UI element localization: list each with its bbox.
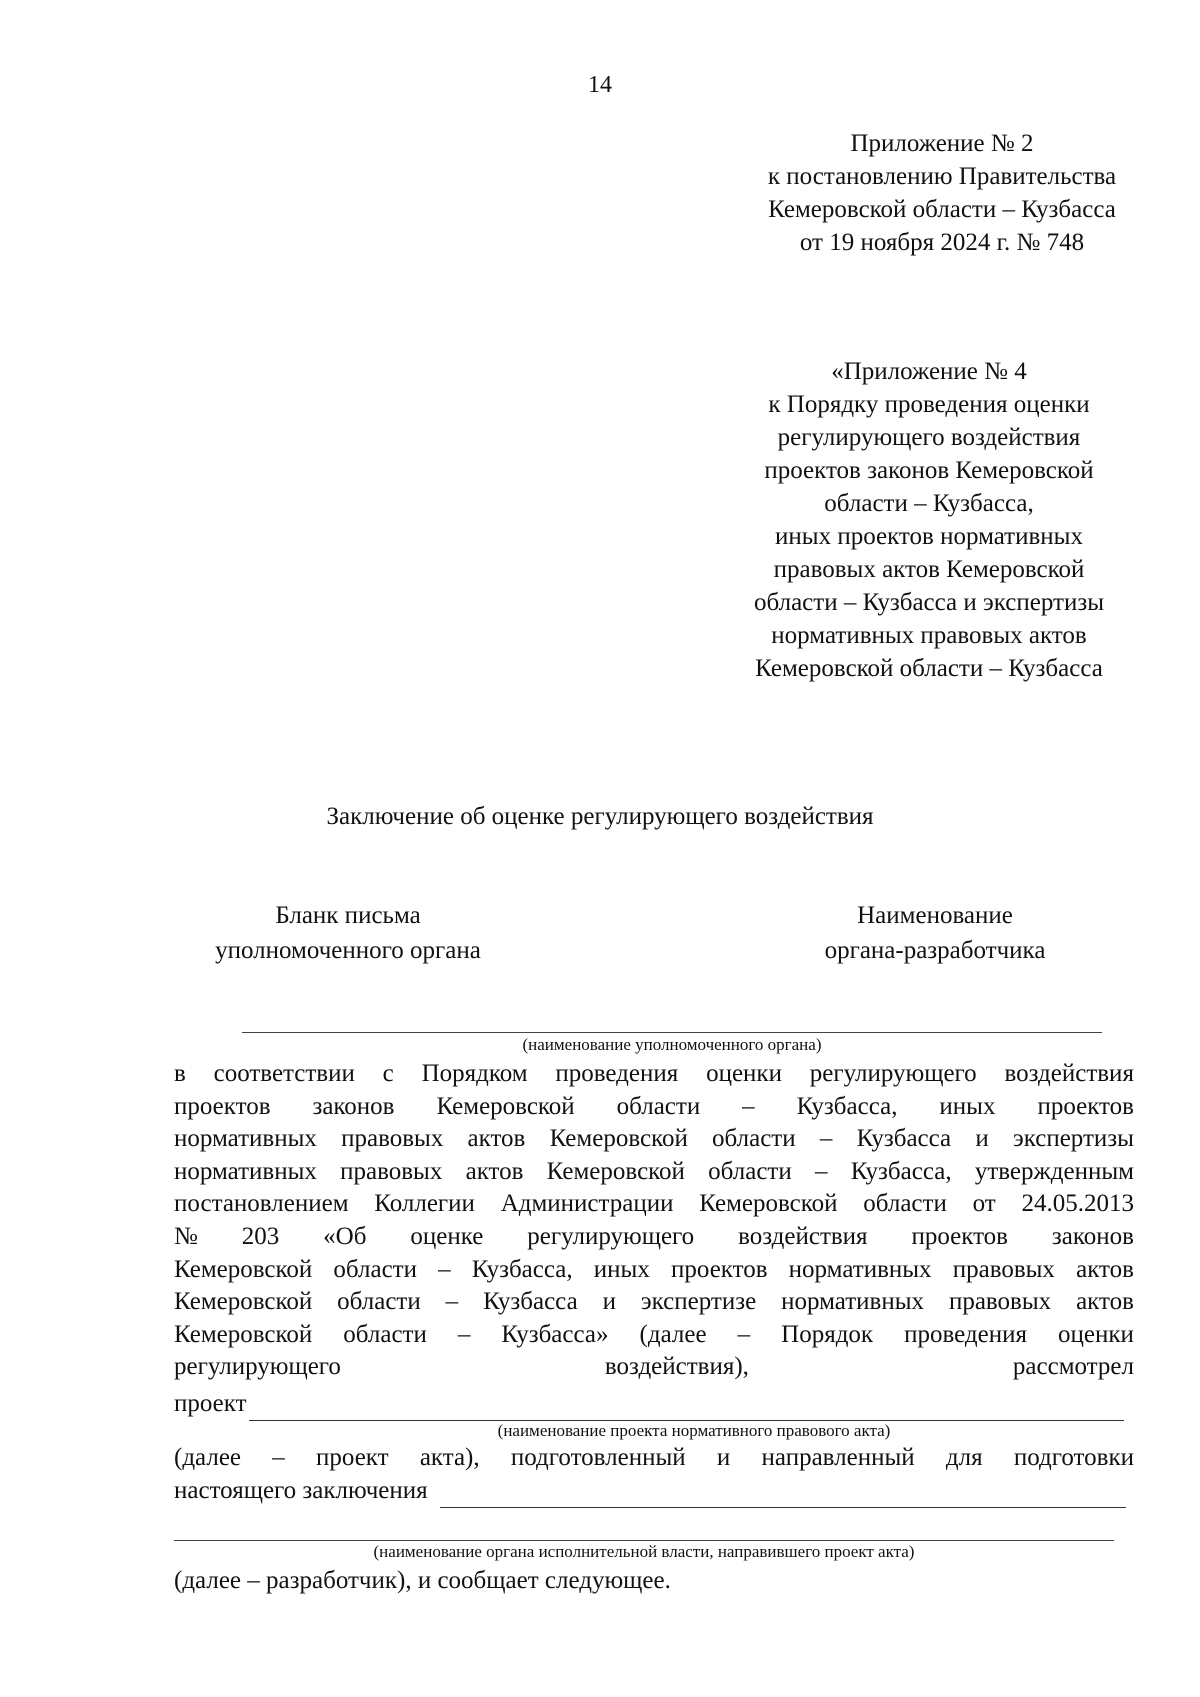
body-paragraph	[174, 1058, 1134, 1384]
caption-authority: (наименование уполномоченного органа)	[522, 1035, 822, 1054]
annex-sub-header	[718, 355, 1140, 685]
letterhead-right-line: органа-разработчика	[824, 937, 1046, 964]
caption-project: (наименование проекта нормативного правового акта)	[497, 1421, 891, 1440]
body-line: Кемеровской области – Кузбасса, иных проектов нормативных правовых актов	[174, 1255, 1134, 1283]
annex-header-line: от 19 ноября 2024 г. № 748	[799, 229, 1085, 256]
body-line: (далее – проект акта), подготовленный и направленный для подготовки	[174, 1444, 1134, 1471]
body-line: постановлением Коллегии Администрации Кемеровской области от 24.05.2013	[174, 1190, 1134, 1218]
project-field-row	[174, 1388, 1124, 1421]
annex-header-line: к постановлению Правительства	[767, 163, 1117, 190]
annex-sub-header-line: регулирующего воздействия	[777, 424, 1081, 451]
annex-sub-header-line: правовых актов Кемеровской	[773, 556, 1085, 583]
body-line: регулирующего воздействия), рассмотрел	[174, 1353, 1134, 1381]
letterhead-right	[770, 898, 1100, 968]
conclusion-label: настоящего заключения	[174, 1477, 428, 1504]
annex-sub-header-line: области – Кузбасса,	[824, 490, 1034, 517]
annex-sub-header-line: «Приложение № 4	[831, 358, 1027, 385]
body-line: в соответствии с Порядком проведения оценки регулирующего воздействия	[174, 1060, 1134, 1087]
annex-sub-header-line: иных проектов нормативных	[775, 523, 1083, 550]
closing-text: (далее – разработчик), и сообщает следующее.	[174, 1567, 671, 1594]
body-line: проектов законов Кемеровской области – Кузбасса, иных проектов	[174, 1092, 1134, 1120]
caption-executive: (наименование органа исполнительной власти, направившего проект акта)	[373, 1542, 915, 1561]
conclusion-field[interactable]	[440, 1483, 1126, 1508]
annex-sub-header-line: области – Кузбасса и экспертизы	[754, 589, 1104, 616]
annex-header	[732, 127, 1152, 259]
letterhead-left	[174, 898, 522, 968]
letterhead-right-line: Наименование	[857, 902, 1013, 929]
document-title: Заключение об оценке регулирующего воздействия	[326, 803, 874, 830]
body-line: нормативных правовых актов Кемеровской области – Кузбасса, утвержденным	[174, 1157, 1134, 1185]
body-line: Кемеровской области – Кузбасса» (далее – Порядок проведения оценки	[174, 1320, 1134, 1348]
executive-name-line	[174, 1540, 1114, 1541]
annex-header-line: Приложение № 2	[850, 130, 1034, 157]
authority-name-line	[242, 1032, 1102, 1033]
project-label: проект	[174, 1390, 247, 1417]
body-line: нормативных правовых актов Кемеровской области – Кузбасса и экспертизы	[174, 1125, 1134, 1153]
letterhead-left-line: уполномоченного органа	[215, 937, 481, 964]
conclusion-field-row	[174, 1475, 1126, 1508]
body-line: № 203 «Об оценке регулирующего воздействия проектов законов	[174, 1222, 1134, 1250]
annex-sub-header-line: к Порядку проведения оценки	[768, 391, 1090, 418]
page-number: 14	[588, 72, 612, 98]
project-name-field[interactable]	[249, 1396, 1124, 1421]
closing-line	[174, 1565, 1134, 1598]
annex-sub-header-line: Кемеровской области – Кузбасса	[755, 655, 1103, 682]
body-line: Кемеровской области – Кузбасса и экспертизе нормативных правовых актов	[174, 1288, 1134, 1316]
body-paragraph-2	[174, 1442, 1134, 1475]
letterhead-left-line: Бланк письма	[275, 902, 421, 929]
annex-header-line: Кемеровской области – Кузбасса	[768, 196, 1116, 223]
annex-sub-header-line: проектов законов Кемеровской	[764, 457, 1094, 484]
annex-sub-header-line: нормативных правовых актов	[771, 622, 1087, 649]
